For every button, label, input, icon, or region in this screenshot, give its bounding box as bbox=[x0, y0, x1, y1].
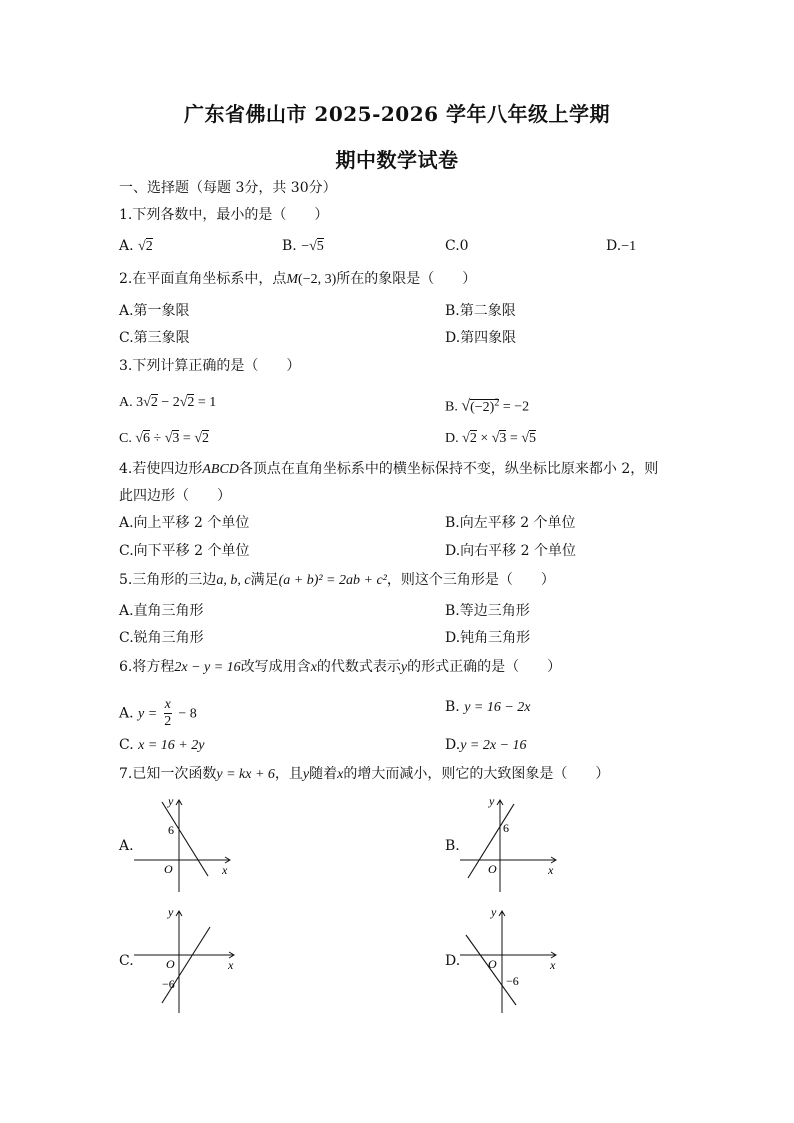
q4-option-a: A.向上平移 2 个单位 bbox=[119, 515, 250, 531]
q4-option-d: D.向右平移 2 个单位 bbox=[445, 543, 576, 559]
q3-a-coef: 3 bbox=[136, 395, 144, 410]
q1-d-value: −1 bbox=[621, 239, 637, 254]
q3-d-rad3: 5 bbox=[529, 431, 536, 446]
q7-graph-b bbox=[456, 794, 566, 894]
x-axis-label: x bbox=[228, 958, 234, 972]
q3-a-rad2: 2 bbox=[187, 395, 195, 410]
sqrt-icon: √ bbox=[194, 431, 202, 446]
q1-b-label: B. bbox=[282, 238, 297, 254]
q7-stem-d: 的增大而减小，则它的大致图象是（ ） bbox=[343, 766, 610, 782]
q7-graph-d bbox=[456, 905, 571, 1015]
q1-b-sign: − bbox=[301, 239, 310, 254]
q2-point-name: M bbox=[286, 272, 299, 287]
q2-stem bbox=[119, 269, 476, 290]
section-heading: 一、选择题（每题 3分，共 30分） bbox=[119, 180, 337, 196]
y-axis-label: y bbox=[489, 794, 495, 808]
q5-option-a: A.直角三角形 bbox=[119, 603, 204, 619]
q6-stem-c: 的代数式表示 bbox=[316, 659, 401, 675]
x-axis-label: x bbox=[222, 863, 228, 877]
q6-equation: 2x − y = 16 bbox=[174, 660, 241, 675]
q2-stem-a: 2.在平面直角坐标系中，点 bbox=[119, 271, 287, 287]
q2-option-a: A.第一象限 bbox=[119, 303, 190, 319]
q3-a-label: A. bbox=[119, 395, 133, 410]
q3-b-base: (−2) bbox=[470, 399, 495, 415]
q1-stem: 1.下列各数中，最小的是（ ） bbox=[119, 207, 329, 223]
q4-option-b: B.向左平移 2 个单位 bbox=[445, 515, 576, 531]
q3-c-rad3: 2 bbox=[202, 431, 209, 446]
q6-c-equation: x = 16 + 2y bbox=[138, 738, 205, 753]
q2-point-coords: (−2, 3) bbox=[298, 272, 337, 287]
q3-stem: 3.下列计算正确的是（ ） bbox=[119, 358, 301, 374]
q4-stem-line1 bbox=[119, 459, 658, 480]
q3-option-c bbox=[119, 429, 209, 449]
q5-stem bbox=[119, 570, 555, 591]
q3-d-label: D. bbox=[445, 431, 459, 446]
q3-c-op: ÷ bbox=[153, 431, 162, 446]
origin-label: O bbox=[488, 957, 497, 971]
q3-b-inner bbox=[470, 399, 499, 415]
q3-option-d bbox=[445, 429, 536, 449]
q6-stem-a: 6.将方程 bbox=[119, 659, 175, 675]
origin-label: O bbox=[488, 862, 497, 876]
q6-a-fraction bbox=[164, 697, 172, 730]
q6-stem-d: 的形式正确的是（ ） bbox=[407, 659, 562, 675]
q3-a-eq: = 1 bbox=[197, 395, 217, 410]
q5-stem-b: ，则这个三角形是（ ） bbox=[386, 572, 555, 588]
q2-option-b: B.第二象限 bbox=[445, 303, 516, 319]
q3-option-a bbox=[119, 393, 216, 413]
q6-d-label: D. bbox=[445, 737, 461, 753]
q7-stem-c: 随着 bbox=[309, 766, 338, 782]
sqrt-icon: √ bbox=[491, 431, 500, 446]
x-axis-label: x bbox=[550, 958, 556, 972]
q6-stem-b: 改写成用含 bbox=[240, 659, 311, 675]
q6-option-c bbox=[119, 735, 204, 756]
q3-d-rad1: 2 bbox=[469, 431, 477, 446]
sqrt-icon: √ bbox=[143, 395, 151, 410]
q7-var-y: y bbox=[302, 767, 310, 782]
q6-stem bbox=[119, 657, 561, 678]
q6-var-x: x bbox=[310, 660, 317, 675]
q1-option-b bbox=[282, 236, 324, 257]
q4-option-c: C.向下平移 2 个单位 bbox=[119, 543, 250, 559]
q1-option-a bbox=[119, 236, 153, 257]
q3-b-label: B. bbox=[445, 399, 458, 415]
q6-var-y: y bbox=[400, 660, 408, 675]
y-axis-label: y bbox=[168, 794, 174, 808]
q6-a-lhs: y = bbox=[138, 706, 158, 722]
q3-b-eq: = −2 bbox=[502, 399, 530, 415]
q6-a-denominator: 2 bbox=[164, 714, 172, 729]
sqrt-icon: √ bbox=[179, 395, 188, 410]
q7-function: y = kx + 6 bbox=[216, 767, 275, 782]
sqrt-icon: √ bbox=[135, 431, 144, 446]
q5-equation: (a + b)² = 2ab + c² bbox=[278, 573, 387, 588]
x-axis-label: x bbox=[548, 863, 554, 877]
q3-d-rad2: 3 bbox=[499, 431, 507, 446]
q7-stem-b: ，且 bbox=[274, 766, 303, 782]
q6-option-b bbox=[445, 697, 531, 718]
q1-a-label: A. bbox=[119, 238, 134, 254]
q5-option-b: B.等边三角形 bbox=[445, 603, 530, 619]
q7-stem bbox=[119, 764, 609, 785]
q6-option-d bbox=[445, 735, 527, 756]
title-line-2: 期中数学试卷 bbox=[335, 148, 459, 172]
intercept-label: 6 bbox=[503, 821, 509, 835]
sqrt-icon: √ bbox=[164, 431, 173, 446]
q3-a-rad1: 2 bbox=[150, 395, 158, 410]
q5-stem-a: 5.三角形的三边 bbox=[119, 572, 217, 588]
q4-shape-name: ABCD bbox=[202, 462, 239, 477]
q6-a-label: A. bbox=[119, 705, 134, 722]
q2-option-c: C.第三象限 bbox=[119, 330, 190, 346]
sqrt-icon: √ bbox=[521, 431, 529, 446]
q6-a-tail: − 8 bbox=[178, 706, 197, 722]
q4-stem-b: 各顶点在直角坐标系中的横坐标保持不变，纵坐标比原来都小 2，则 bbox=[238, 461, 659, 477]
q7-option-c-label: C. bbox=[119, 953, 134, 969]
q3-c-rad2: 3 bbox=[172, 431, 180, 446]
q5-stem-mid: 满足 bbox=[250, 572, 279, 588]
q1-a-value: 2 bbox=[145, 239, 153, 254]
q3-c-rad1: 6 bbox=[143, 431, 151, 446]
q5-option-c: C.锐角三角形 bbox=[119, 630, 204, 646]
q4-stem-line2: 此四边形（ ） bbox=[119, 488, 231, 504]
q1-b-value: 5 bbox=[316, 239, 324, 254]
q3-c-eq: = bbox=[182, 431, 191, 446]
q1-d-label: D. bbox=[606, 238, 622, 254]
q6-c-label: C. bbox=[119, 737, 134, 753]
sqrt-icon: √ bbox=[462, 431, 470, 446]
q6-a-numerator: x bbox=[164, 697, 171, 712]
q6-b-equation: y = 16 − 2x bbox=[464, 700, 531, 715]
sqrt-icon: √ bbox=[461, 397, 471, 415]
q3-b-exp: 2 bbox=[494, 397, 500, 408]
q5-option-d: D.钝角三角形 bbox=[445, 630, 531, 646]
q3-c-label: C. bbox=[119, 431, 132, 446]
intercept-label: 6 bbox=[168, 823, 174, 837]
q3-option-b bbox=[445, 393, 529, 418]
q7-graph-a bbox=[130, 794, 240, 894]
q2-stem-b: 所在的象限是（ ） bbox=[336, 271, 477, 287]
intercept-label: −6 bbox=[162, 977, 175, 991]
q6-b-label: B. bbox=[445, 699, 460, 715]
q7-option-d-label: D. bbox=[445, 953, 461, 969]
q1-option-d bbox=[606, 236, 636, 257]
origin-label: O bbox=[164, 862, 173, 876]
q7-stem-a: 7.已知一次函数 bbox=[119, 766, 217, 782]
q7-graph-c bbox=[130, 905, 245, 1015]
q1-option-c: C.0 bbox=[445, 238, 469, 254]
q7-option-b-label: B. bbox=[445, 838, 460, 854]
q7-var-x: x bbox=[337, 767, 344, 782]
origin-label: O bbox=[166, 957, 175, 971]
intercept-label: −6 bbox=[506, 974, 519, 988]
q4-stem-a: 4.若使四边形 bbox=[119, 461, 203, 477]
q5-sides: a, b, c bbox=[216, 573, 251, 588]
q3-d-eq: = bbox=[509, 431, 518, 446]
sqrt-icon: √ bbox=[138, 239, 146, 254]
q6-option-a bbox=[119, 697, 197, 730]
sqrt-icon: √ bbox=[309, 239, 317, 254]
q7-option-a-label: A. bbox=[119, 838, 134, 854]
y-axis-label: y bbox=[491, 905, 497, 919]
q2-option-d: D.第四象限 bbox=[445, 330, 517, 346]
title-line-1: 广东省佛山市 2025-2026 学年八年级上学期 bbox=[183, 102, 611, 126]
q3-d-op: × bbox=[480, 431, 489, 446]
q3-a-minus: − 2 bbox=[161, 395, 180, 410]
y-axis-label: y bbox=[168, 905, 174, 919]
q6-d-equation: y = 2x − 16 bbox=[460, 738, 527, 753]
